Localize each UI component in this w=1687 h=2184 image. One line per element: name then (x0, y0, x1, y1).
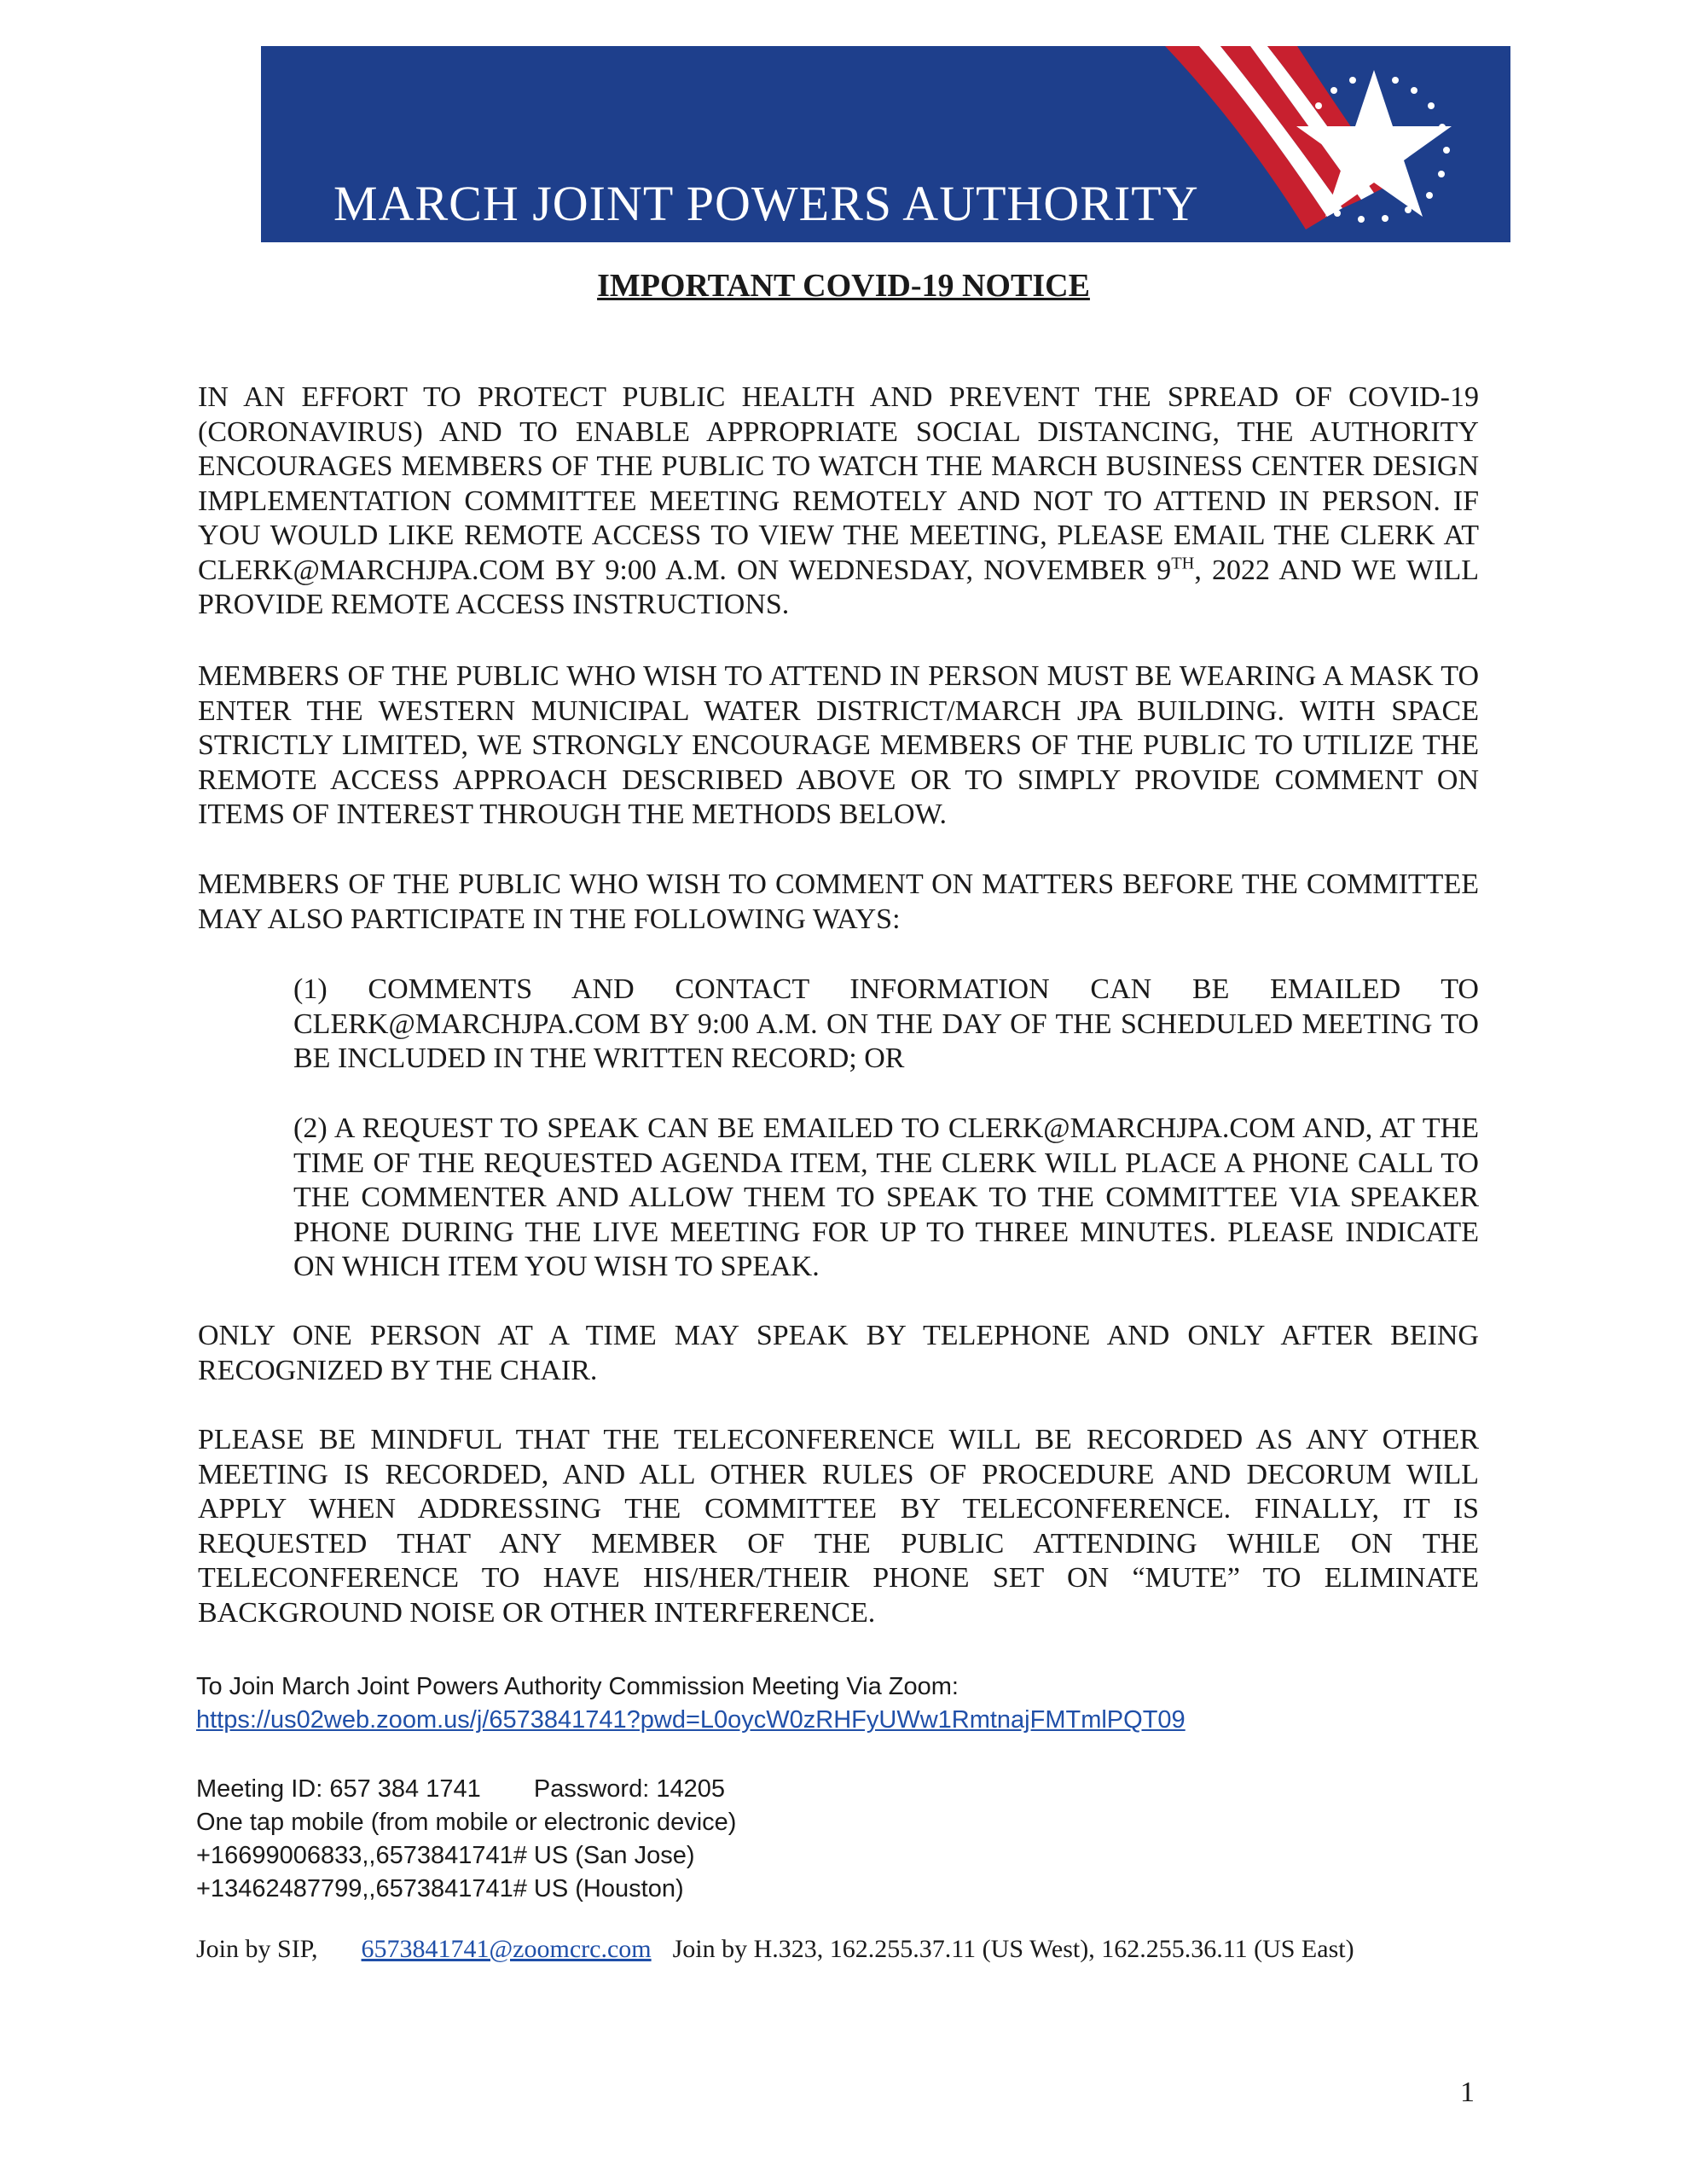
phone-san-jose: +16699006833,,6573841741# US (San Jose) (196, 1842, 695, 1869)
sip-label: Join by SIP, (196, 1935, 318, 1963)
paragraph-teleconference-rules: PLEASE BE MINDFUL THAT THE TELECONFERENCE WILL BE RECORDED AS ANY OTHER MEETING IS RECORDED, AND ALL OTHER RULES OF PROCEDURE AND DECORUM WILL APPLY WHEN ADDRESSING THE COMMITTEE BY TELECONFERENCE. FINALLY, IT IS REQUESTED THAT ANY MEMBER OF THE PUBLIC ATTENDING WHILE ON THE TELECONFERENCE TO HAVE HIS/HER/THEIR PHONE SET ON “MUTE” TO ELIMINATE BACKGROUND NOISE OR OTHER INTERFERENCE. (198, 1424, 1479, 1629)
phone-houston: +13462487799,,6573841741# US (Houston) (196, 1875, 684, 1902)
header-banner (261, 46, 1510, 242)
paragraph-in-person: MEMBERS OF THE PUBLIC WHO WISH TO ATTEND IN PERSON MUST BE WEARING A MASK TO ENTER THE WESTERN MUNICIPAL WATER DISTRICT/MARCH JPA BUILDING. WITH SPACE STRICTLY LIMITED, WE STRONGLY ENCOURAGE MEMBERS OF THE PUBLIC TO UTILIZE THE REMOTE ACCESS APPROACH DESCRIBED ABOVE OR TO SIMPLY PROVIDE COMMENT ON ITEMS OF INTEREST THROUGH THE METHODS BELOW. (198, 660, 1479, 830)
meeting-password: Password: 14205 (533, 1775, 725, 1803)
list-item-email-comments: (1) COMMENTS AND CONTACT INFORMATION CAN BE EMAILED TO CLERK@MARCHJPA.COM BY 9:00 A.M. ON THE DAY OF THE SCHEDULED MEETING TO BE INCLUDED IN THE WRITTEN RECORD; OR (293, 973, 1479, 1074)
org-name: MARCH JOINT POWERS AUTHORITY (333, 176, 1199, 231)
meeting-id: Meeting ID: 657 384 1741 (196, 1775, 481, 1803)
paragraph-comment-ways: MEMBERS OF THE PUBLIC WHO WISH TO COMMENT ON MATTERS BEFORE THE COMMITTEE MAY ALSO PARTICIPATE IN THE FOLLOWING WAYS: (198, 868, 1479, 935)
meeting-details (196, 1773, 725, 1806)
paragraph-one-person: ONLY ONE PERSON AT A TIME MAY SPEAK BY TELEPHONE AND ONLY AFTER BEING RECOGNIZED BY THE CHAIR. (198, 1320, 1479, 1386)
notice-title: IMPORTANT COVID-19 NOTICE (597, 268, 1090, 304)
zoom-join-link[interactable]: https://us02web.zoom.us/j/6573841741?pwd=L0oycW0zRHFyUWw1RmtnajFMTmlPQT09 (196, 1706, 1186, 1734)
h323-info: Join by H.323, 162.255.37.11 (US West), 162.255.36.11 (US East) (672, 1935, 1354, 1963)
list-item-request-to-speak: (2) A REQUEST TO SPEAK CAN BE EMAILED TO CLERK@MARCHJPA.COM AND, AT THE TIME OF THE REQUESTED AGENDA ITEM, THE CLERK WILL PLACE A PHONE CALL TO THE COMMENTER AND ALLOW THEM TO SPEAK TO THE COMMITTEE VIA SPEAKER PHONE DURING THE LIVE MEETING FOR UP TO THREE MINUTES. PLEASE INDICATE ON WHICH ITEM YOU WISH TO SPEAK. (293, 1112, 1479, 1282)
page-number: 1 (1460, 2077, 1475, 2108)
one-tap-label: One tap mobile (from mobile or electronic device) (196, 1809, 737, 1836)
paragraph-remote-access: IN AN EFFORT TO PROTECT PUBLIC HEALTH AND PREVENT THE SPREAD OF COVID-19 (CORONAVIRUS) AND TO ENABLE APPROPRIATE SOCIAL DISTANCING, THE AUTHORITY ENCOURAGES MEMBERS OF THE PUBLIC TO WATCH THE MARCH BUSINESS CENTER DESIGN IMPLEMENTATION COMMITTEE MEETING REMOTELY AND NOT TO ATTEND IN PERSON. IF YOU WOULD LIKE REMOTE ACCESS TO VIEW THE MEETING, PLEASE EMAIL THE CLERK AT CLERK@MARCHJPA.COM BY 9:00 A.M. ON WEDNESDAY, NOVEMBER 9TH, 2022 AND WE WILL PROVIDE REMOTE ACCESS INSTRUCTIONS. (198, 381, 1479, 620)
zoom-join-label: To Join March Joint Powers Authority Commission Meeting Via Zoom: (196, 1673, 959, 1700)
sip-address-link[interactable]: 6573841741@zoomcrc.com (361, 1935, 652, 1963)
sip-line (196, 1937, 1354, 1962)
